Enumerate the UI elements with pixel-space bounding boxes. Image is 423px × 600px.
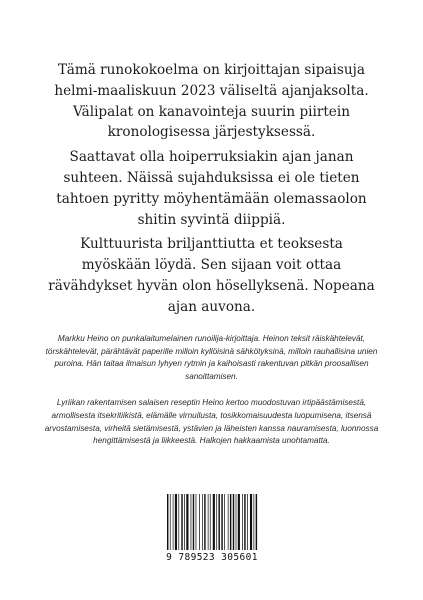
barcode-bar <box>170 494 171 550</box>
author-blurb <box>34 333 389 462</box>
barcode-bar <box>218 494 219 550</box>
barcode-bar <box>202 494 203 550</box>
barcode-bar <box>193 494 194 550</box>
barcode-bar <box>196 494 197 550</box>
barcode-bar <box>208 494 209 550</box>
barcode-bar <box>230 494 231 550</box>
barcode-bar <box>181 494 182 550</box>
barcode-bar <box>191 494 192 550</box>
barcode-bar <box>210 494 211 550</box>
barcode-bar <box>238 494 240 550</box>
barcode-bar <box>204 494 205 550</box>
barcode-bar <box>233 494 234 550</box>
barcode-bar <box>247 494 248 550</box>
barcode-bar <box>175 494 177 550</box>
author-bio-paragraph: Markku Heino on punkalaitumelainen runoilija-kirjoittaja. Heinon teksit räiskähtelevät, törskähtelevät, pärähtävät paperille milloin kyllöisinä sähkötyksinä, milloin rauhallisina unien puroina. Hän taitaa ilmaisun lyhyen rytmin ja kaihoisasti rakentuvan pitkän proosallisen sanoittamisen. <box>45 334 378 381</box>
barcode-bar <box>178 494 179 550</box>
barcode-bar <box>186 494 188 550</box>
barcode-bar <box>256 494 257 550</box>
barcode-bar <box>184 494 185 550</box>
main-blurb-paragraph-2: Saattavat olla hoiperruksiakin ajan janan suhteen. Näissä sujahduksissa ei ole tieten tahtoen pyritty möyhentämään olemassaolon shitin syvintä diippiä. <box>56 149 367 228</box>
barcode-bar <box>242 494 243 550</box>
barcode-bar <box>167 494 168 550</box>
barcode-bar <box>236 494 237 550</box>
main-blurb-paragraph-1: Tämä runokokoelma on kirjoittajan sipaisuja helmi-maaliskuun 2023 väliseltä ajanjaksolta. Välipalat on kanavointeja suurin piirtein kronologisessa järjestyksessä. <box>54 62 369 141</box>
barcode-bar <box>228 494 229 550</box>
barcode-bar <box>199 494 200 550</box>
main-blurb <box>44 60 379 322</box>
barcode-bar <box>173 494 174 550</box>
barcode-bar <box>221 494 222 550</box>
barcode-bar <box>250 494 252 550</box>
barcode-bar <box>254 494 255 550</box>
barcode-bar <box>224 494 225 550</box>
isbn-barcode <box>162 491 262 570</box>
barcode-bar <box>216 494 217 550</box>
barcode-bar <box>244 494 245 550</box>
author-recipe-paragraph: Lyriikan rakentamisen salaisen reseptin Heino kertoo muodostuvan irtipäästämisestä, armollisesta itsekritiikistä, elämälle virnuilusta, tosikkomaisuudesta luopumisena, itsensä arvostamisesta, virheitä sietämisestä, ystävien ja läheisten kanssa nauramisesta, luonnossa hengittämisestä ja liikkeestä. Halkojen hakkaamista unohtamatta. <box>44 398 379 446</box>
main-blurb-paragraph-3: Kulttuurista briljanttiutta et teoksesta myöskään löydä. Sen sijaan voit ottaa rävähdykset hyvän olon hösellyksenä. Nopeana ajan auvona. <box>48 236 375 315</box>
isbn-number: 9 789523 305601 <box>166 552 258 563</box>
barcode-bar <box>213 494 215 550</box>
barcode-bars <box>166 494 258 552</box>
